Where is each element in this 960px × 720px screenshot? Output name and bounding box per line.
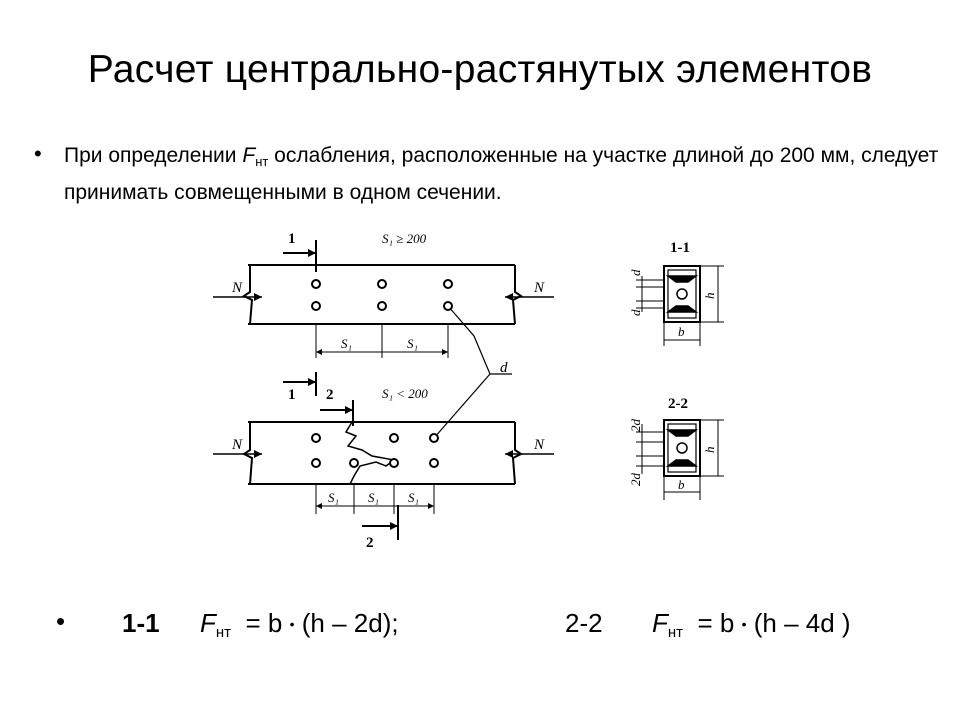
- dim-h-1: h: [702, 292, 717, 299]
- dim-2d-upper: 2d: [628, 419, 643, 432]
- hole-bot-5: [312, 459, 320, 467]
- hole-leader-lower: [434, 374, 490, 438]
- formula1-expr-b: (h – 2d);: [301, 608, 399, 638]
- force-label-bottom-right: N: [534, 437, 545, 453]
- formula1-F: F: [200, 608, 216, 638]
- section2-title: 2-2: [668, 396, 688, 412]
- section1-title: 1-1: [670, 240, 690, 256]
- force-label-bottom-left: N: [232, 437, 243, 453]
- force-label-top-left: N: [232, 280, 243, 296]
- formula2-expr-a: = b: [697, 608, 735, 638]
- formula1-id: 1-1: [122, 608, 160, 638]
- hole-top-5: [378, 302, 386, 310]
- dim-d-lower: d: [628, 309, 643, 316]
- formula2-id: 2-2: [565, 608, 603, 638]
- force-label-top-right: N: [534, 280, 545, 296]
- spacing-label-bot-2: S₁: [368, 490, 380, 505]
- hole-top-6: [444, 302, 452, 310]
- dim-2d-lower: 2d: [628, 473, 643, 486]
- bottom-condition-label: S₁ < 200: [382, 386, 428, 401]
- formula1: [200, 608, 399, 641]
- f-symbol: F: [242, 144, 256, 167]
- section-1-1-view: [628, 240, 724, 346]
- hole-bot-6: [390, 459, 398, 467]
- formula1-expr-a: = b: [245, 608, 283, 638]
- hole-bot-4: [430, 434, 438, 442]
- text-before: При определении: [64, 144, 243, 167]
- bottom-plate-right-break: [513, 422, 521, 484]
- hole-label: d: [500, 360, 508, 376]
- spacing-label-top-2: S₁: [407, 336, 419, 351]
- hole-bot-1: [312, 434, 320, 442]
- zigzag-break-line: [346, 422, 394, 484]
- top-plate-left-break: [244, 265, 252, 324]
- dim-h-2: h: [702, 446, 717, 453]
- dim-b-1: b: [678, 324, 685, 339]
- dim-d-upper: d: [628, 269, 643, 276]
- formula2-F: F: [652, 608, 668, 638]
- bottom-plate-left-break: [244, 422, 252, 484]
- section1-label-top: 1: [288, 231, 296, 247]
- top-plate-right-break: [513, 265, 521, 324]
- hole-top-2: [378, 280, 386, 288]
- text-after: ослабления, расположенные на участке длиной до 200 мм, следует принимать совмещенными в одном сечении.: [64, 144, 939, 204]
- dim-b-2: b: [678, 477, 685, 492]
- spacing-label-top-1: S₁: [341, 336, 353, 351]
- spacing-label-bot-3: S₁: [408, 490, 420, 505]
- hole-top-4: [312, 302, 320, 310]
- f-subscript: нт: [255, 154, 269, 169]
- hole-bot-2: [350, 459, 358, 467]
- slide-title: Расчет центрально-растянутых элементов: [87, 48, 873, 91]
- hole-bot-7: [430, 459, 438, 467]
- formula2-sub: нт: [667, 624, 684, 641]
- spacing-label-bot-1: S₁: [328, 490, 340, 505]
- section2-label-top: 2: [326, 387, 334, 403]
- hole-top-1: [312, 280, 320, 288]
- bullet-dot-icon: •: [34, 141, 42, 166]
- formula2: [652, 608, 851, 641]
- section1-label-bottom: 1: [288, 387, 296, 403]
- formula2-expr-b: (h – 4d ): [753, 608, 851, 638]
- formula-bullet-icon: •: [56, 606, 66, 636]
- hole-bot-3: [390, 434, 398, 442]
- hole-top-3: [444, 280, 452, 288]
- formula1-dot: •: [289, 616, 295, 632]
- formula2-dot: •: [741, 616, 747, 632]
- top-condition-label: S₁ ≥ 200: [382, 231, 427, 246]
- formula1-sub: нт: [215, 624, 232, 641]
- formula-row: [0, 608, 960, 648]
- section2-label-bottom: 2: [366, 535, 374, 551]
- section-2-2-view: [628, 396, 724, 500]
